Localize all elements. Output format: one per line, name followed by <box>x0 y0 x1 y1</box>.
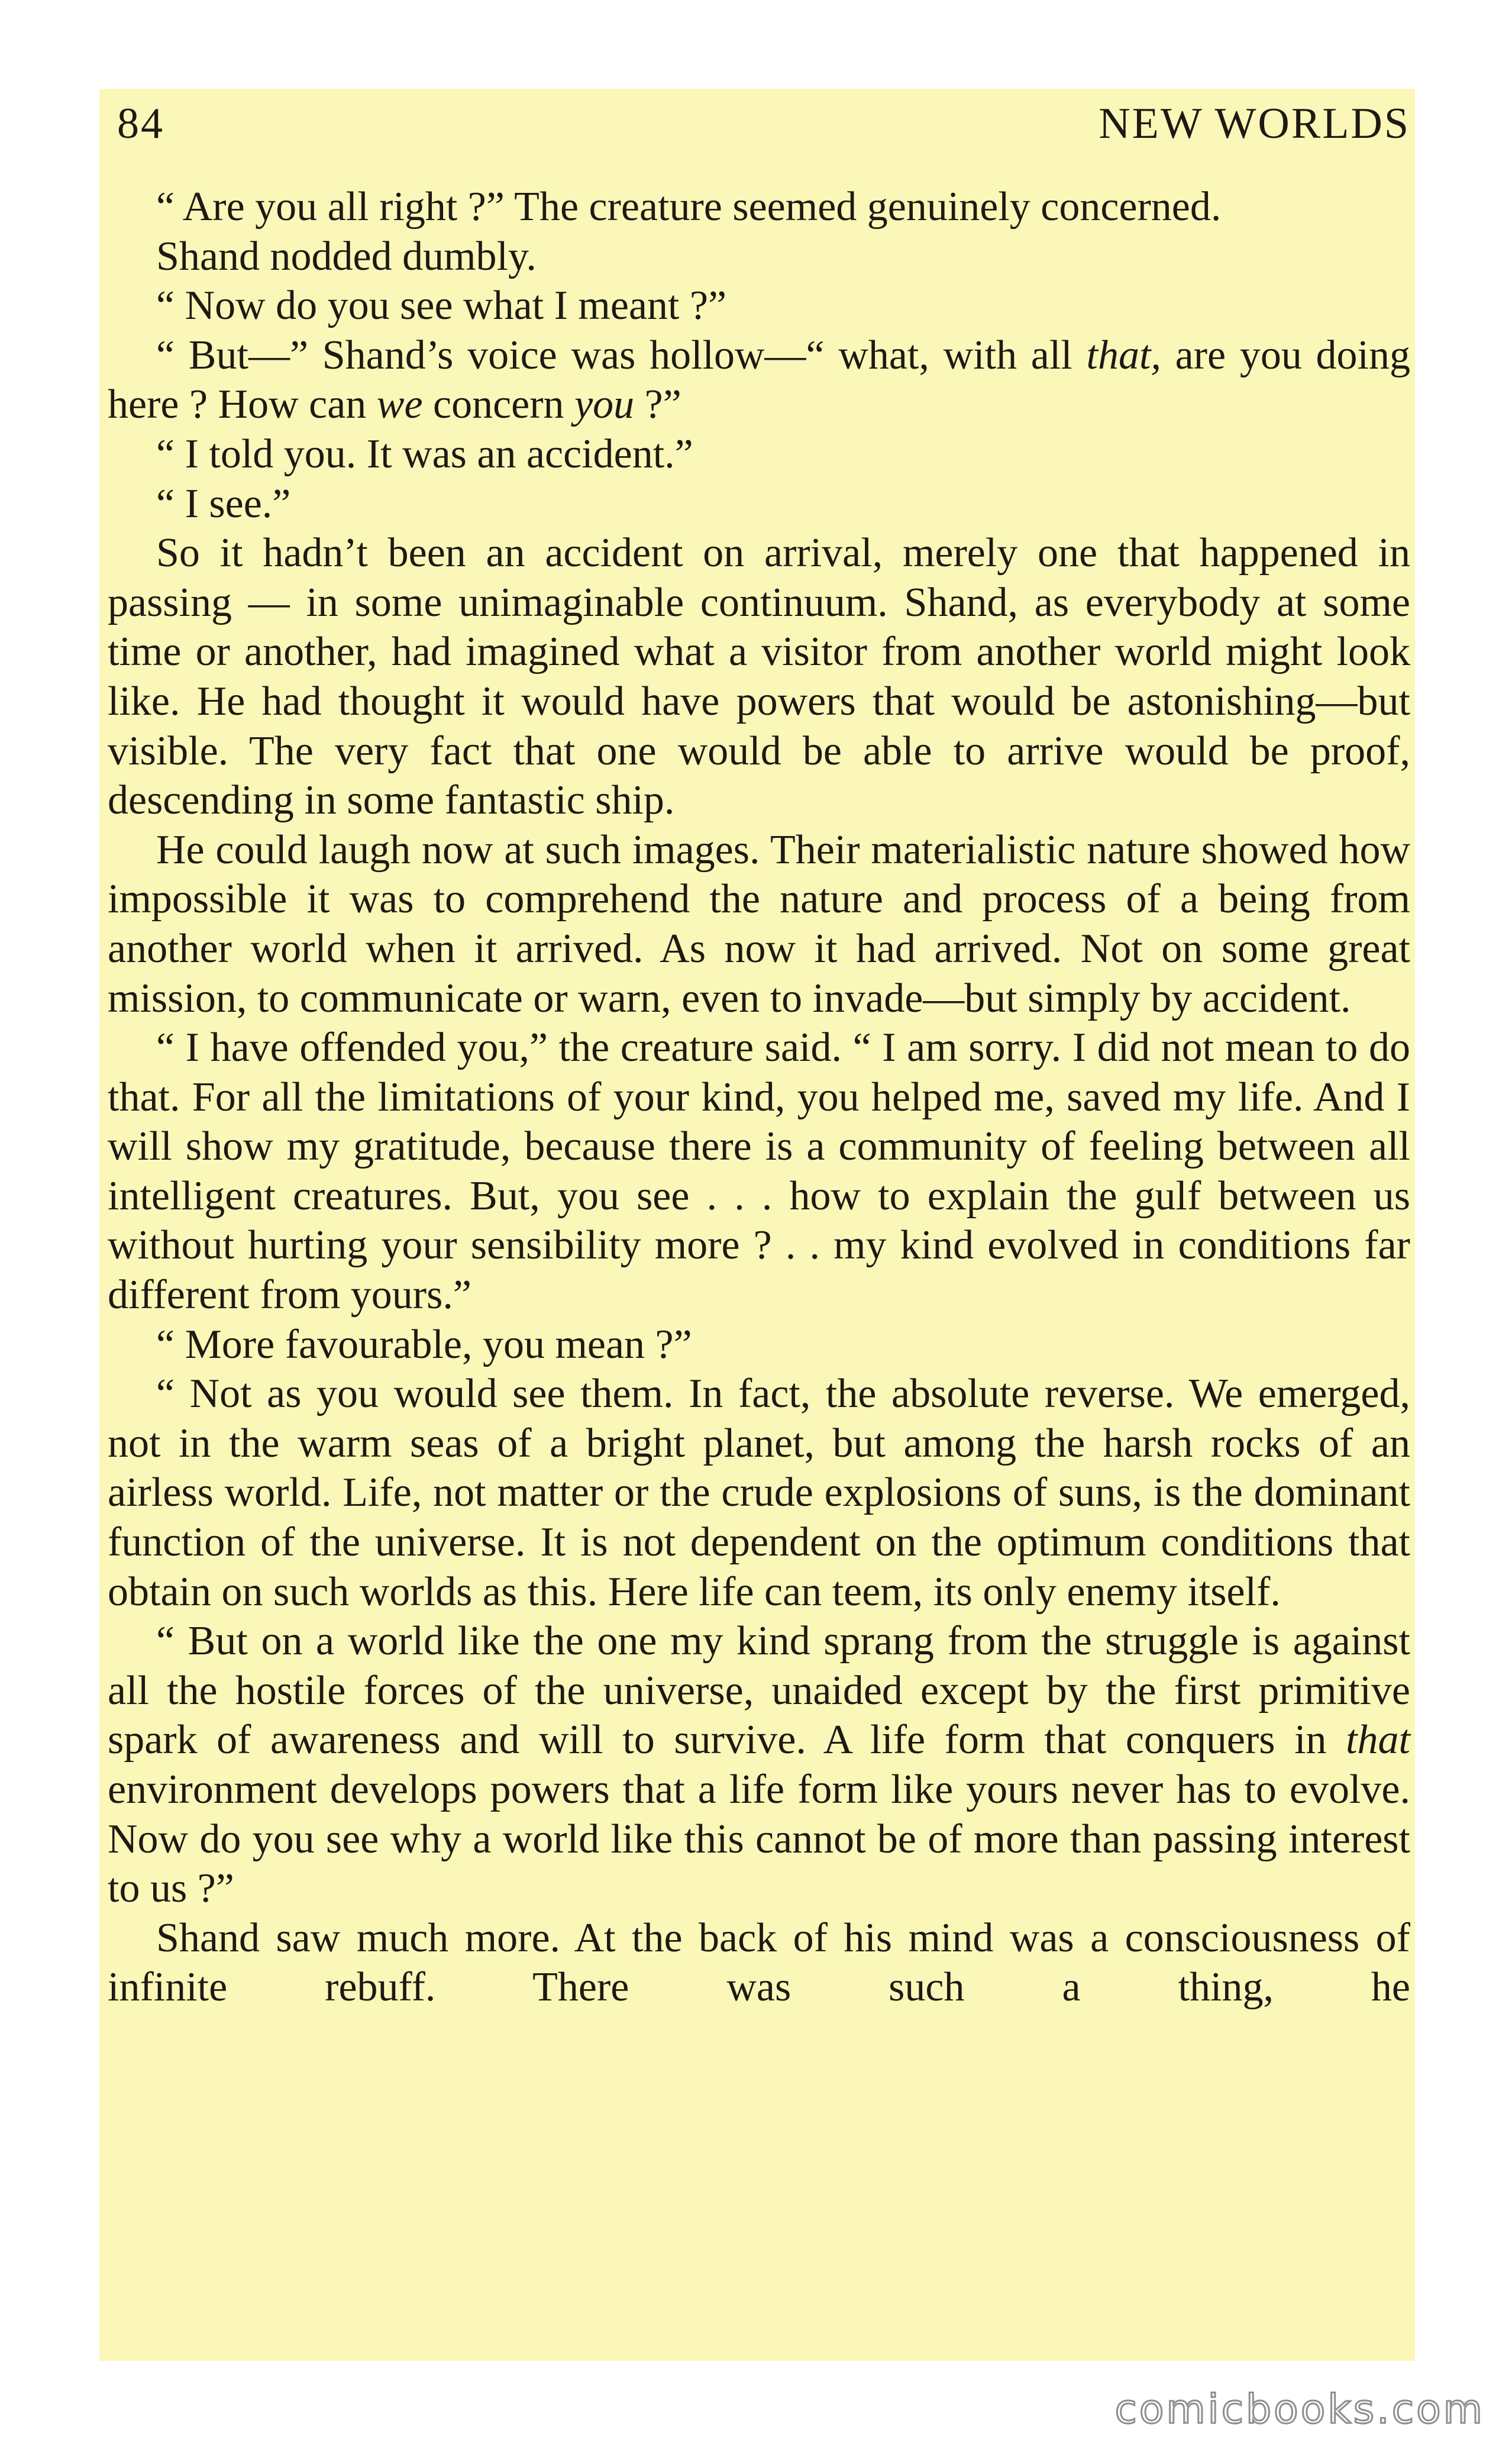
paragraph-text: “ Now do you see what I meant ?” <box>156 283 727 329</box>
paragraph-9 <box>108 1023 1410 1320</box>
paragraph-text: ?” <box>634 382 681 428</box>
book-page <box>99 89 1415 2361</box>
paragraph-text: “ Not as you would see them. In fact, the absolute reverse. We emerged, not in the warm seas of a bright planet, but among the harsh rocks of an airless world. Life, not matter or the crude explosions of suns, is the dominant function of the universe. It is not dependent on the optimum conditions that obtain on such worlds as this. Here life can teem, its only enemy itself. <box>108 1371 1410 1615</box>
paragraph-text: Shand saw much more. At the back of his mind was a consciousness of infinite rebuff. There was such a thing, he <box>108 1915 1410 2011</box>
paragraph-text: “ But on a world like the one my kind sprang from the struggle is against all the hostile forces of the universe, unaided except by the first primitive spark of awareness and will to survive. A life form that conquers in <box>108 1618 1410 1763</box>
paragraph-text: concern <box>422 382 575 428</box>
paragraph-1 <box>108 182 1410 232</box>
paragraph-5 <box>108 430 1410 479</box>
paragraph-11 <box>108 1369 1410 1616</box>
paragraph-2 <box>108 232 1410 282</box>
paragraph-7 <box>108 528 1410 825</box>
emphasis-that: that <box>1346 1717 1410 1763</box>
paragraph-4 <box>108 331 1410 430</box>
emphasis-we: we <box>376 382 423 428</box>
paragraph-13 <box>108 1913 1410 2012</box>
paragraph-text: Shand nodded dumbly. <box>156 233 537 279</box>
watermark-logo: comicbooks.com <box>1114 2386 1485 2433</box>
page-number: 84 <box>117 99 164 148</box>
paragraph-text: environment develops powers that a life form like yours never has to evolve. Now do you see why a world like this cannot be of more than passing interest to us ?” <box>108 1767 1410 1912</box>
paragraph-text: “ But—” Shand’s voice was hollow—“ what, with all <box>156 332 1087 378</box>
paragraph-8 <box>108 825 1410 1023</box>
paragraph-text: So it hadn’t been an accident on arrival, merely one that happened in passing — in some unimaginable continuum. Shand, as everybody at some time or another, had imagined what a visitor from another world might look like. He had thought it would have powers that would be astonishing—but visible. The very fact that one would be able to arrive would be proof, descending in some fantastic ship. <box>108 530 1410 824</box>
emphasis-that: that, <box>1086 332 1161 378</box>
paragraph-text: He could laugh now at such images. Their materialistic nature showed how impossible it was to comprehend the nature and process of a being from another world when it arrived. As now it had arrived. Not on some great mission, to communicate or warn, even to invade—but simply by accident. <box>108 827 1410 1021</box>
paragraph-text: “ I see.” <box>156 480 291 527</box>
paragraph-3 <box>108 281 1410 331</box>
emphasis-you: you <box>574 382 635 428</box>
paragraph-12 <box>108 1616 1410 1913</box>
running-title: NEW WORLDS <box>1099 99 1410 148</box>
paragraph-6 <box>108 479 1410 529</box>
paragraph-text: “ I told you. It was an accident.” <box>156 431 693 477</box>
paragraph-text: “ I have offended you,” the creature said. “ I am sorry. I did not mean to do that. For all the limitations of your kind, you helped me, saved my life. And I will show my gratitude, because there is a community of feeling between all intelligent creatures. But, you see . . . how to explain the gulf between us without hurting your sensibility more ? . . my kind evolved in conditions far different from yours.” <box>108 1025 1410 1318</box>
paragraph-10 <box>108 1320 1410 1370</box>
paragraph-text: are you doing here ? How can <box>108 332 1410 428</box>
story-text <box>108 182 1410 2012</box>
page-header <box>117 91 1410 156</box>
paragraph-text: “ Are you all right ?” The creature seemed genuinely concerned. <box>156 184 1222 230</box>
paragraph-text: “ More favourable, you mean ?” <box>156 1321 692 1367</box>
